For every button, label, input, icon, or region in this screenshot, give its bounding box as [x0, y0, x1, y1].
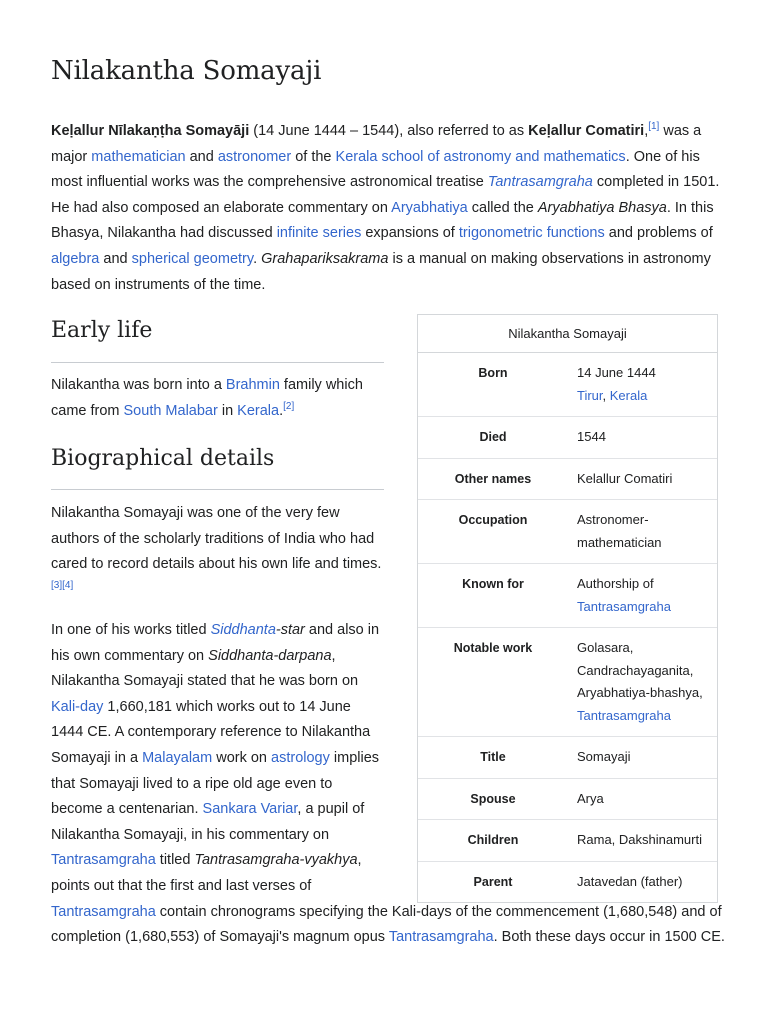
kali-day-link[interactable]: Kali-day	[51, 698, 104, 715]
grahapariksakrama-title: Grahapariksakrama	[261, 250, 389, 267]
sankara-variar-link[interactable]: Sankara Variar	[202, 801, 298, 818]
biographical-details-heading: Biographical details	[51, 446, 275, 471]
infobox-row-title: Title Somayaji	[418, 737, 717, 779]
aryabhatiya-bhasya-title: Aryabhatiya Bhasya	[537, 199, 667, 216]
infobox-row-occupation: Occupation Astronomer- mathematician	[418, 500, 717, 564]
infobox-row-died: Died 1544	[418, 417, 717, 459]
intro-paragraph: Keḷallur Nīlakaṇṭha Somayāji (14 June 1444 – 1544), also referred to as Keḷallur Comatiri,[1] was a major mathematician and astronomer of the Kerala school of astronomy and mathematics. One of his most influential works was the comprehensive astronomical treatise Tantrasamgraha completed in 1501. He had also composed an elaborate commentary on Aryabhatiya called the Aryabhatiya Bhasya. In this Bhasya, Nilakantha had discussed infinite series expansions of trigonometric functions and problems of algebra and spherical geometry. Grahapariksakrama is a manual on making observations in astronomy based on instruments of the time.	[51, 121, 720, 293]
infobox-row-parent: Parent Jatavedan (father)	[418, 862, 717, 903]
bio-paragraph-2-body: In one of his works titled Siddhanta-star and also in his own commentary on Siddhanta-darpana, Nilakantha Somayaji stated that he was born on Kali-day 1,660,181 which works out to 14 June 1444 CE. A contemporary reference to Nilakantha Somayaji in a Malayalam work on astrology implies that Somayaji lived to a ripe old age even to become a centenarian. Sankara Variar, a pupil of Nilakantha Somayaji, in his commentary on Tantrasamgraha titled Tantrasamgraha-vyakhya, points out that the first and last verses of Tantrasamgraha contain chronograms specifying the Kali-days of the commencement (1,680,548) and of completion (1,680,553) of Somayaji's magnum opus Tantrasamgraha. Both these days occur in 1500 CE.	[51, 618, 731, 951]
tantrasamgraha-link[interactable]: Tantrasamgraha	[51, 903, 156, 920]
malayalam-link[interactable]: Malayalam	[142, 749, 213, 766]
infobox	[417, 314, 718, 903]
siddhanta-link[interactable]: Siddhanta	[210, 622, 276, 638]
algebra-link[interactable]: algebra	[51, 250, 100, 267]
astronomer-link[interactable]: astronomer	[217, 148, 292, 165]
spherical-geometry-link[interactable]: spherical geometry	[131, 250, 254, 267]
infobox-row-known-for: Known for Authorship of Tantrasamgraha	[418, 564, 717, 628]
early-life-heading: Early life	[51, 318, 153, 343]
kerala-school-link[interactable]: Kerala school of astronomy and mathematics	[335, 148, 626, 165]
tantrasamgraha-link[interactable]: Tantrasamgraha	[487, 174, 593, 191]
tantrasamgraha-link[interactable]: Tantrasamgraha	[577, 707, 671, 723]
tantrasamgraha-link[interactable]: Tantrasamgraha	[388, 929, 494, 946]
mathematician-link[interactable]: mathematician	[91, 148, 186, 165]
siddhanta-darpana-title: Siddhanta-darpana	[208, 647, 332, 664]
infobox-row-other-names: Other names Kelallur Comatiri	[418, 459, 717, 501]
subject-name: Keḷallur Nīlakaṇṭha Somayāji	[51, 123, 250, 139]
astrology-link[interactable]: astrology	[271, 749, 330, 766]
infobox-row-spouse: Spouse Arya	[418, 779, 717, 821]
aryabhatiya-link[interactable]: Aryabhatiya	[391, 199, 468, 216]
south-malabar-link[interactable]: South Malabar	[123, 402, 218, 419]
infobox-row-notable-work: Notable work Golasara, Candrachayaganita, Aryabhatiya-bhashya, Tantrasamgraha	[418, 628, 717, 737]
reference-3-4-link[interactable]: [3][4]	[51, 579, 74, 591]
section-divider	[51, 489, 384, 490]
early-life-paragraph: Nilakantha was born into a Brahmin family which came from South Malabar in Kerala.[2]	[51, 377, 363, 419]
page-title: Nilakantha Somayaji	[51, 56, 322, 86]
tantrasamgraha-link[interactable]: Tantrasamgraha	[51, 852, 156, 869]
trigonometric-functions-link[interactable]: trigonometric functions	[458, 225, 605, 242]
reference-1-link[interactable]: [1]	[648, 121, 660, 133]
infinite-series-link[interactable]: infinite series	[276, 225, 362, 242]
tantrasamgraha-link[interactable]: Tantrasamgraha	[577, 598, 671, 614]
bio-paragraph-1: Nilakantha Somayaji was one of the very few authors of the scholarly traditions of India who had cared to record details about his own life and times.[3][4]	[51, 505, 382, 591]
brahmin-link[interactable]: Brahmin	[225, 377, 280, 393]
infobox-title: Nilakantha Somayaji	[418, 315, 717, 353]
tirur-link[interactable]: Tirur	[577, 387, 603, 403]
tantrasamgraha-vyakhya-title: Tantrasamgraha-vyakhya	[194, 852, 358, 869]
reference-2-link[interactable]: [2]	[283, 400, 295, 412]
subject-alt-name: Keḷallur Comatiri	[528, 123, 645, 139]
kerala-link[interactable]: Kerala	[609, 387, 648, 403]
infobox-row-born: Born 14 June 1444 Tirur, Kerala	[418, 353, 717, 417]
section-divider	[51, 362, 384, 363]
infobox-row-children: Children Rama, Dakshinamurti	[418, 820, 717, 862]
kerala-link[interactable]: Kerala	[237, 402, 280, 419]
